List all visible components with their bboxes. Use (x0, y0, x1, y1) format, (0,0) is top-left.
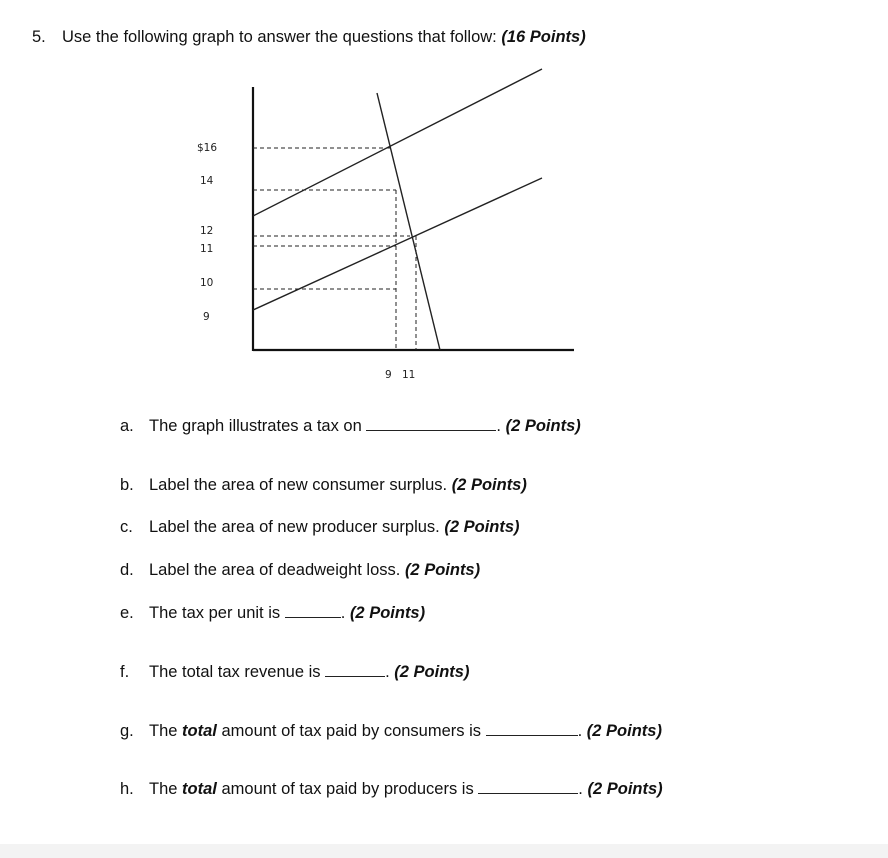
item-h: h. The total amount of tax paid by producers is . (2 Points) (120, 780, 663, 798)
y-tick-11: 11 (200, 243, 214, 255)
question-text: Use the following graph to answer the questions that follow: (62, 28, 497, 46)
item-b: b. Label the area of new consumer surplus. (2 Points) (120, 476, 527, 494)
x-tick-11: 11 (402, 369, 416, 381)
y-tick-16: $16 (197, 142, 218, 154)
page-bottom-strip (0, 844, 888, 858)
item-e: e. The tax per unit is . (2 Points) (120, 604, 426, 622)
question-points: (16 Points) (501, 28, 586, 46)
x-tick-9: 9 (385, 369, 392, 381)
item-a: a. The graph illustrates a tax on . (2 Points) (120, 417, 581, 435)
answer-blank-h[interactable] (478, 780, 578, 794)
item-c: c. Label the area of new producer surplus. (2 Points) (120, 518, 520, 536)
y-tick-14: 14 (200, 175, 214, 187)
supply-demand-graph (0, 0, 888, 400)
y-tick-12: 12 (200, 225, 214, 237)
item-g: g. The total amount of tax paid by consumers is . (2 Points) (120, 722, 662, 740)
supply-with-tax-line (253, 69, 542, 216)
answer-blank-g[interactable] (486, 722, 578, 736)
answer-blank-f[interactable] (325, 663, 385, 677)
answer-blank-a[interactable] (366, 417, 496, 431)
item-d: d. Label the area of deadweight loss. (2 Points) (120, 561, 481, 579)
y-tick-10: 10 (200, 277, 214, 289)
item-f: f. The total tax revenue is . (2 Points) (120, 663, 470, 681)
demand-line (377, 93, 440, 350)
question-number: 5. (32, 28, 46, 46)
y-tick-9: 9 (203, 311, 210, 323)
answer-blank-e[interactable] (285, 604, 341, 618)
supply-line (253, 178, 542, 310)
